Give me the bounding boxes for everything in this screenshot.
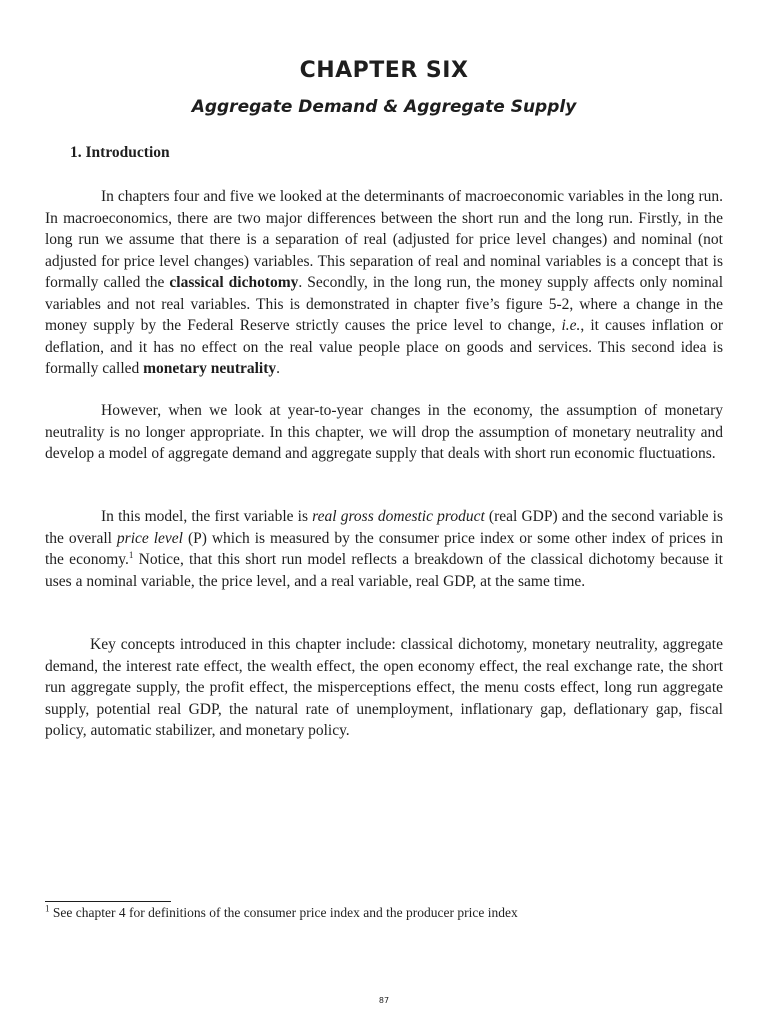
term-real-gdp: real gross domestic product (312, 508, 485, 525)
footnote (45, 904, 725, 922)
paragraph-text: . (276, 360, 281, 377)
paragraph-text: In chapters four and five we looked at the determinants of macroeconomic variables in the long run. In macroeconomics, there are two major differences between the short run and the long run. Firstly, in the long run we assume that there is a separation of real (adjusted for price level changes) and nominal (not adjusted for price level changes) variables. This separation of real and nominal variables is a concept that is formally called the (45, 188, 723, 291)
footnote-number: 1 (45, 903, 50, 914)
page-number: 87 (378, 996, 390, 1005)
paragraph-intro (45, 186, 723, 380)
paragraph-text: However, when we look at year-to-year changes in the economy, the assumption of monetary neutrality is no longer appropriate. In this chapter, we will drop the assumption of monetary neutrality and develop a model of aggregate demand and aggregate supply that deals with short run economic fluctuations. (45, 402, 723, 462)
term-monetary-neutrality: monetary neutrality (143, 360, 277, 377)
paragraph-text: (real GDP) and the second variable is the overall (45, 508, 723, 547)
footnote-text: See chapter 4 for definitions of the consumer price index and the producer price index (49, 905, 518, 920)
paragraph-text: Notice, that this short run model reflects a breakdown of the classical dichotomy because it uses a nominal variable, the price level, and a real variable, real GDP, at the same time. (45, 551, 723, 590)
section-heading: 1. Introduction (70, 144, 170, 161)
footnote-divider (45, 901, 171, 902)
ie-abbreviation: i.e. (561, 317, 581, 334)
term-price-level: price level (116, 529, 183, 547)
footnote-reference[interactable]: 1 (128, 549, 134, 560)
paragraph-text: , it causes inflation or deflation, and it has no effect on the real value people place on goods and services. This second idea is formally called (45, 317, 724, 377)
paragraph-text: (P) which is measured by the consumer price index or some other index of prices in the economy. (45, 529, 723, 568)
paragraph-key-concepts (45, 634, 723, 742)
chapter-subtitle: Aggregate Demand & Aggregate Supply (191, 97, 577, 117)
term-classical-dichotomy: classical dichotomy (169, 274, 299, 291)
paragraph-model (45, 506, 723, 592)
chapter-title: CHAPTER SIX (299, 58, 469, 83)
paragraph-text: Key concepts introduced in this chapter include: classical dichotomy, monetary neutrality, aggregate demand, the interest rate effect, the wealth effect, the open economy effect, the real exchange rate, the short run aggregate supply, the profit effect, the misperceptions effect, the menu costs effect, long run aggregate supply, potential real GDP, the natural rate of unemployment, inflationary gap, deflationary gap, fiscal policy, automatic stabilizer, and monetary policy. (45, 636, 723, 739)
paragraph-text: In this model, the first variable is (101, 508, 313, 525)
paragraph-short-run (45, 400, 723, 465)
paragraph-text: . Secondly, in the long run, the money supply affects only nominal variables and not real variables. This is demonstrated in chapter five’s figure 5-2, where a change in the money supply by the Federal Reserve strictly causes the price level to change, (45, 274, 723, 334)
